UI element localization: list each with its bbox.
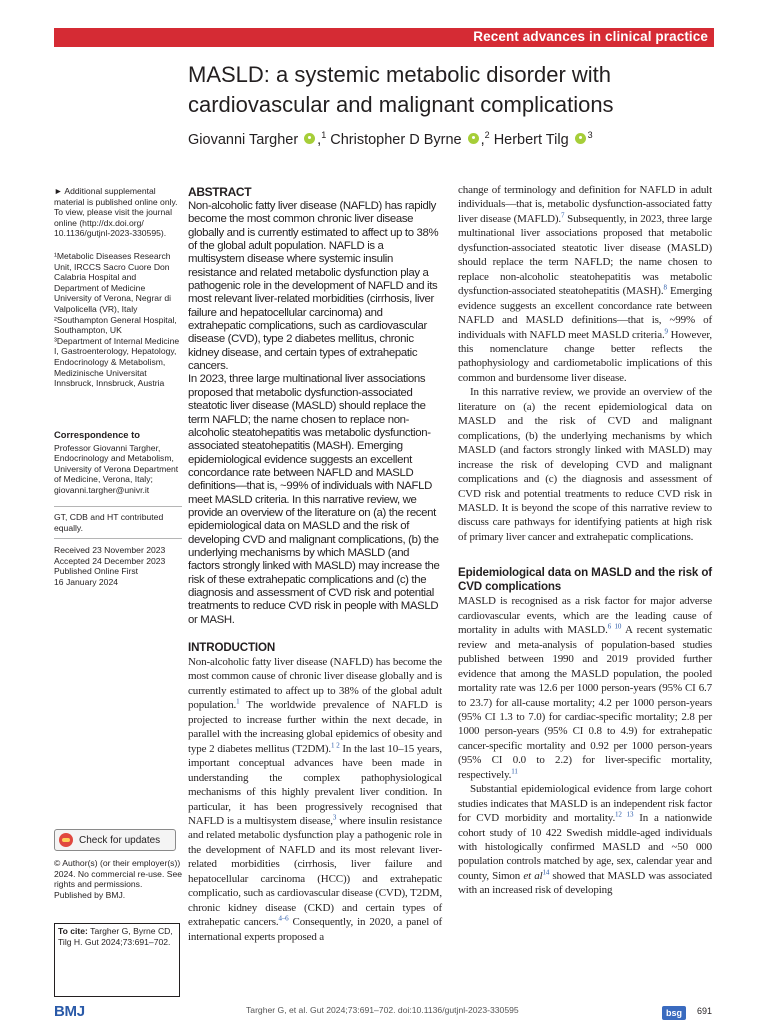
reference-link[interactable]: 6 10: [607, 622, 622, 631]
contribution-note: [54, 512, 182, 533]
copyright-text: © Author(s) (or their employer(s)) 2024. No commercial re-use. See rights and permissions. Published by BMJ.: [54, 858, 183, 900]
check-for-updates-button[interactable]: [54, 829, 176, 851]
body-paragraph: change of terminology and definition for NAFLD in adult individuals—that is, metabolic dysfunction-associated fatty liver disease (MAFLD).$^7$ Subsequently, in 2023, three large multinational liver associations proposed that metabolic dysfunction-associated steatotic liver disease (MASLD) should replace the term NAFLD; the name chosen to replace non-alcoholic steatohepatitis was metabolic dysfunction-associated steatohepatitis (MASH).$^8$ Emerging evidence suggests an excellent concordance rate between NAFLD and MASLD definitions—that is, ~99% of individuals with NAFLD meet MASLD criteria.$^9$ However, this nomenclature change better reflects the pathophysiology and cardiometabolic implications of this common and burdensome liver disease.: [458, 184, 713, 384]
published-date: 16 January 2024: [54, 576, 119, 587]
reference-link[interactable]: 1 2: [331, 741, 340, 750]
footer-citation[interactable]: Targher G, et al. Gut 2024;73:691–702. doi:10.1136/gutjnl-2023-330595: [246, 1005, 519, 1015]
affiliation-2: ²Southampton General Hospital, Southampton, UK: [54, 314, 177, 336]
affiliation-ref: 3: [587, 130, 593, 140]
reference-link[interactable]: 3: [332, 813, 337, 822]
cite-box: [54, 923, 180, 997]
cite-label: To cite:: [58, 926, 88, 936]
reference-link[interactable]: 11: [511, 767, 518, 776]
correspondence-heading: Correspondence to: [54, 429, 140, 440]
orcid-icon[interactable]: [468, 133, 479, 144]
author-name[interactable]: Giovanni Targher: [188, 131, 299, 148]
cite-text: Targher G, Byrne CD, Tilg H. Gut 2024;73:691–702.: [58, 926, 173, 947]
section-label: Recent advances in clinical practice: [473, 29, 708, 44]
orcid-icon[interactable]: [575, 133, 586, 144]
check-updates-label: Check for updates: [79, 834, 161, 846]
body-paragraph: In this narrative review, we provide an overview of the literature on (a) the recent epidemiological data on MASLD and the risk of CVD and malignant complications, (b) the underlying mechanisms by which MASLD (and factors strongly linked with MASLD) may increase the risk of developing CVD and malignant complications and (c) the diagnosis and assessment of CVD risk and potential treatments to reduce CVD risk in MASLD. It is beyond the scope of this narrative review to discuss care pathways for identifying patients at high risk of primary liver cancer and extrahepatic complications.: [458, 386, 712, 543]
article-title: MASLD: a systemic metabolic disorder with cardiovascular and malignant complications: [188, 62, 614, 117]
affiliation-ref: 1: [321, 130, 327, 140]
right-column: [458, 183, 712, 898]
supplemental-text[interactable]: ► Additional supplemental material is published online only. To view, please visit the journal online (http://dx.doi.org/ 10.1136/gutjnl-2023-330595).: [54, 186, 178, 239]
received-date: Received 23 November 2023: [54, 545, 166, 555]
crossmark-icon: [59, 833, 73, 847]
abstract-paragraph: In 2023, three large multinational liver associations proposed that metabolic dysfunction-associated steatotic liver disease (MASLD) should replace the term NAFLD; the name chosen to replace non-alcoholic steatohepatitis was metabolic dysfunction-associated steatohepatitis (MASH). Emerging epidemiological evidence suggests an excellent concordance rate between NAFLD and MASLD definitions—that is, ~99% of individuals with NAFLD meet MASLD criteria. In this narrative review, we provide an overview of the literature on (a) the recent epidemiological data on MASLD and the risk of developing CVD and malignant complications, (b) the underlying mechanisms by which MASLD (and factors strongly linked with MASLD) may increase the risk of these extrahepatic complications and (c) the diagnosis and assessment of CVD risk and potential treatments to reduce CVD risk in people with MASLD or MASH.: [188, 373, 440, 626]
body-paragraph: MASLD is recognised as a risk factor for major adverse cardiovascular events, which are the leading cause of mortality in adults with MASLD.$^{6 10}$ A recent systematic review and meta-analysis of population-based studies published between 1990 and 2019 provided further evidence that among the MASLD population, the pooled mortality rate was 12.6 per 1000 person-years (95% CI 6.7 to 23.7) for all-cause mortality; 4.2 per 1000 person-years (95% CI 1.3 to 7.0) for cardiac-specific mortality; 2.8 per 1000 person-years (95% CI 0.8 to 4.9) for extrahepatic cancer-specific mortality and 0.92 per 1000 person-years (95% CI 0.0 to 2.2) for liver-specific mortality, respectively.$^{11}$: [458, 595, 712, 781]
affiliations: [54, 251, 182, 389]
reference-link[interactable]: 14: [542, 868, 550, 877]
orcid-icon[interactable]: [304, 133, 315, 144]
reference-link[interactable]: 12 13: [615, 810, 634, 819]
divider: [54, 506, 182, 507]
author-name[interactable]: Herbert Tilg: [493, 131, 569, 148]
published-label: Published Online First: [54, 566, 139, 577]
affiliation-1: ¹Metabolic Diseases Research Unit, IRCCS Sacro Cuore Don Calabria Hospital and Department of Medicine University of Verona, Negrar di Valpolicella (VR), Italy: [54, 251, 172, 314]
reference-link[interactable]: 4–6: [278, 914, 289, 923]
accepted-date: Accepted 24 December 2023: [54, 555, 166, 566]
page-number: 691: [697, 1006, 713, 1016]
body-paragraph: Substantial epidemiological evidence from large cohort studies indicates that MASLD is an independent risk factor for CVD morbidity and mortality.$^{12 13}$ In a nationwide cohort study of 10 422 Swedish middle-aged individuals with histologically confirmed MASLD and ~50 000 population controls matched by age, sex, calendar year and county, Simon et $al^{14}$ showed that MASLD was associated with an increased risk of developing: [458, 783, 713, 897]
supplemental-note: [54, 186, 182, 239]
affiliation-3: ³Department of Internal Medicine I, Gastroenterology, Hepatology, Endocrinology & Metabolism, Medizinische Universitat Innsbruck, Innsbruck, Austria: [54, 335, 180, 389]
body-paragraph: Non-alcoholic fatty liver disease (NAFLD) has become the most common cause of chronic liver disease globally and is currently estimated to affect up to 38% of the global adult population.$^1$ The worldwide prevalence of NAFLD is projected to increase further within the next decade, in parallel with the increasing global epidemics of obesity and type 2 diabetes mellitus (T2DM).$^{1 2}$ In the last 10–15 years, important conceptual advances have been made in understanding the complex pathophysiological mechanisms of this highly prevalent liver condition. In particular, it has been progressively recognised that NAFLD is a multisystem disease,$^3$ where insulin resistance and related metabolic dysfunction play a pathogenic role in the development of NAFLD and its most relevant liver-related morbidities (cirrhosis, liver failure and hepatocellular carcinoma (HCC)) and extrahepatic complicatio, such as cardiovascular disease (CVD), T2DM, chronic kidney disease (CKD) and certain types of extrahepatic cancers.$^{4-6}$ Consequently, in 2020, a panel of international experts proposed a: [188, 656, 442, 943]
author-name[interactable]: Christopher D Byrne: [330, 131, 462, 148]
section-banner: [54, 28, 714, 47]
contribution-text: GT, CDB and HT contributed equally.: [54, 512, 164, 533]
reference-link[interactable]: 1: [236, 697, 240, 706]
copyright-note: [54, 858, 182, 900]
introduction: [188, 641, 442, 944]
bsg-logo: bsg: [662, 1006, 686, 1020]
abstract-paragraph: Non-alcoholic fatty liver disease (NAFLD) has rapidly become the most common chronic liver disease globally and is currently estimated to affect up to 38% of the global adult population. NAFLD is a multisystem disease where systemic insulin resistance and related metabolic dysfunction play a pathogenic role in the development of NAFLD and its most relevant liver-related morbidities (cirrhosis, liver failure and hepatocellular carcinoma) and extrahepatic complications, such as cardiovascular disease (CVD), type 2 diabetes mellitus, chronic kidney disease, and certain types of extrahepatic cancers.: [188, 200, 439, 373]
article-dates: [54, 545, 182, 587]
reference-link[interactable]: 8: [663, 283, 667, 292]
correspondence: [54, 430, 182, 496]
abstract: [188, 185, 442, 627]
affiliation-ref: 2: [484, 130, 490, 140]
section-heading: Epidemiological data on MASLD and the risk of CVD complications: [458, 566, 712, 594]
reference-link[interactable]: 7: [561, 211, 565, 220]
introduction-heading: INTRODUCTION: [188, 641, 276, 654]
divider: [54, 538, 182, 539]
author-list: Giovanni Targher ,$^1$ Christopher D Byrne ,$^2$ Herbert Tilg $^3$: [188, 130, 593, 148]
bmj-logo[interactable]: BMJ: [54, 1003, 85, 1020]
correspondence-text[interactable]: Professor Giovanni Targher, Endocrinology and Metabolism, University of Verona Department of Medicine, Verona, Italy; giovanni.targher@univr.it: [54, 442, 179, 495]
abstract-heading: ABSTRACT: [188, 185, 252, 199]
reference-link[interactable]: 9: [664, 326, 668, 335]
